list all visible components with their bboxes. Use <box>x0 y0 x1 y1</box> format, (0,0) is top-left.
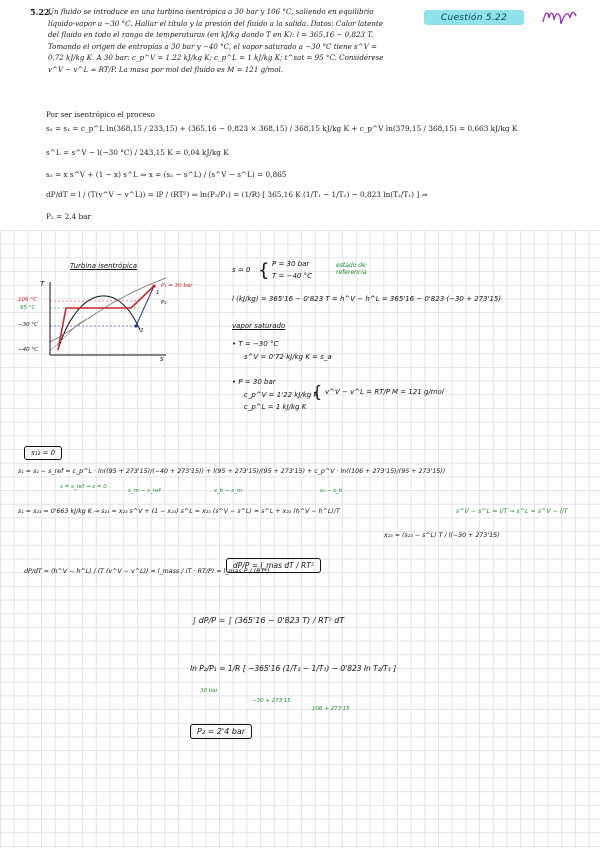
diagram-state1-label: 1 <box>156 290 160 296</box>
question-tag: Cuestión 5.22 <box>424 10 524 25</box>
diagram-95-label: 95 °C <box>20 305 36 311</box>
equation-p2: P₂ = 2,4 bar <box>46 212 92 221</box>
molar-mass: M = 121 g/mol <box>392 388 444 396</box>
diagram-p2-label: P₂ <box>161 300 167 306</box>
diagram-minus30-label: −30 °C <box>18 322 38 328</box>
vapor-t: • T = −30 °C <box>232 340 279 348</box>
equation-clapeyron: dP/dT = l / (T(v^V − v^L)) = lP / (RT²) ⇒ ln(P₂/P₁) = (1/R) [ 365,16 K (1/T₁ − 1/T₂) − 0,823 ln(T₂/T₁) ] ⇒ <box>46 190 428 199</box>
entropy-chain: s₁ = s₁ − s_ref = c_p^L · ln((95 + 273'15)/(−40 + 273'15)) + l(95 + 273'15)/(95 + 273'15) + c_p^V · ln((106 + 273'15)/(95 + 273'15)) <box>18 468 446 475</box>
green-t1: 106 + 273'15 <box>312 706 350 712</box>
diagram-state2-label: 2 <box>140 328 144 334</box>
solution-intro: Por ser isentrópico el proceso <box>46 110 155 119</box>
brace-left: { <box>258 260 270 281</box>
diagram-106-label: 106 °C <box>18 297 37 303</box>
axis-s-label: s <box>160 355 164 363</box>
vv-minus-vl: v^V − v^L = RT/P <box>325 388 391 396</box>
x23-expression: x₂₃ = (s₂₃ − s^L) T / l(−30 + 273'15) <box>384 532 500 539</box>
integral-line: ∫ dP/P = ∫ (365'16 − 0'823 T) / RT² dT <box>192 616 345 625</box>
problem-statement: Un fluido se introduce en una turbina isentrópica a 30 bar y 106 °C, saliendo en equilibrio líquido-vapor a −30 °C. Hallar el título y la presión del fluido a la salida. Datos: Calor latente del fluido en todo el rango de temperaturas (en kJ/kg dando T en K): l = 365,16 − 0,823 T. Tomando el origen de entropías a 30 bar y −40 °C, el vapor saturado a −30 °C tiene s^V = 0,72 kJ/kg K. A 30 bar: c_p^V = 1.22 kJ/kg K; c_p^L = 1 kJ/kg K; t^sat = 95 °C. Considérese v^V − v^L ≈ RT/P. La masa por mol del fluido es M = 121 g/mol. <box>48 7 384 74</box>
entropy-chain-term1: s_m − s_ref <box>128 488 161 494</box>
ln-equation: ln P₂/P₁ = 1/R [ −365'16 (1/T₂ − 1/T₁) − 0'823 ln T₂/T₁ ] <box>190 664 397 673</box>
final-answer: P₂ = 2'4 bar <box>190 724 252 739</box>
green-t2: −30 + 273'15 <box>252 698 291 704</box>
clausius-line: dP/dT = (h^V − h^L) / (T (v^V − v^L)) = l_mass / (T · RT/P) = l_mas P / (RT²) <box>24 568 270 575</box>
entropy-chain-term2: s_b − s_m <box>214 488 243 494</box>
ts-diagram <box>36 270 176 365</box>
s12-box: s₁₂ = 0 <box>24 446 62 460</box>
axis-t-label: T <box>40 280 45 288</box>
vapor-title: vapor saturado <box>232 322 286 330</box>
reference-p: P = 30 bar <box>272 260 310 268</box>
diagram-title: Turbina isentrópica <box>70 262 137 270</box>
pressure-title: • P = 30 bar <box>232 378 276 386</box>
latent-heat-line: l (kJ/kg) = 365'16 − 0'823 T = h^V − h^L = 365'16 − 0'823 (−30 + 273'15) <box>232 295 502 303</box>
vapor-s: s^V = 0'72 kJ/kg K = s_a <box>244 353 332 361</box>
problem-number: 5.22. <box>30 7 53 17</box>
entropy-chain-term3: s₁ − s_b <box>320 488 343 494</box>
initials-signature <box>540 6 580 28</box>
s23-line: s₁ = s₂₃ = 0'663 kJ/kg K → s₂₃ = x₂₃ s^V + (1 − x₂₃) s^L = x₂₃ (s^V − s^L) = s^L + x₂₃ (h^V − h^L)/T <box>18 508 340 515</box>
reference-s0: s = 0 <box>232 266 251 274</box>
cp-vapor: c_p^V = 1'22 kJ/kg K <box>244 391 319 399</box>
cp-liquid: c_p^L = 1 kJ/kg K <box>244 403 307 411</box>
typeset-block <box>0 0 600 230</box>
entropy-chain-ref: s = s_ref → s = 0 <box>60 484 107 490</box>
diagram-minus40-label: −40 °C <box>18 347 38 353</box>
green-arrow-note: s^V − s^L = l/T → s^L = s^V − l/T <box>456 508 568 515</box>
equation-x: s₂ = x s^V + (1 − x) s^L ⇒ x = (s₂ − s^L) / (s^V − s^L) = 0,865 <box>46 170 287 179</box>
green-30bar: 30 bar <box>200 688 218 694</box>
clausius-box: dP/P = l_mas dT / RT² <box>226 558 321 573</box>
reference-t: T = −40 °C <box>272 272 312 280</box>
brace-right: { <box>312 382 323 401</box>
diagram-p1-label: P₁ = 30 bar <box>161 283 193 289</box>
reference-green-note: estado de referencia <box>336 262 367 276</box>
equation-s2: s₂ = s₁ = c_p^L ln(368,15 / 233,15) + (365,16 − 0,823 × 368,15) / 368,15 kJ/kg K + c_p^V ln(379,15 / 368,15) = 0,663 kJ/kg K <box>46 124 518 133</box>
equation-sL: s^L = s^V − l(−30 °C) / 243,15 K = 0,04 kJ/kg K <box>46 148 229 157</box>
